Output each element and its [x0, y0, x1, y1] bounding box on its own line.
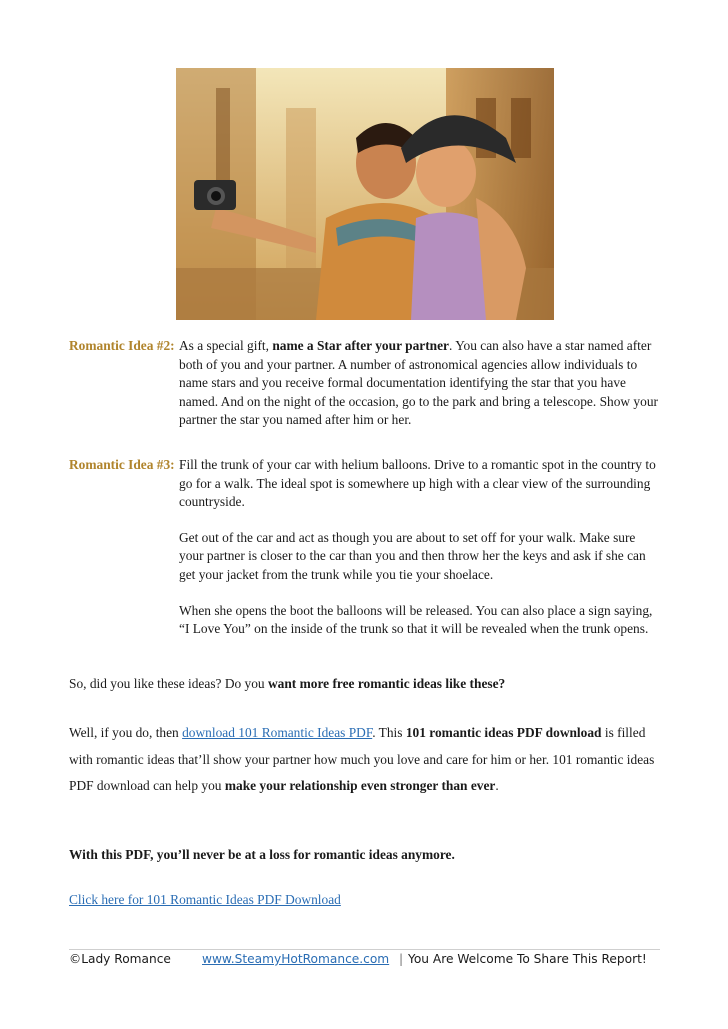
footer — [69, 952, 669, 972]
footer-share-note: You Are Welcome To Share This Report! — [408, 952, 647, 966]
idea-2-label: Romantic Idea #2: — [69, 338, 175, 353]
cta-container — [69, 891, 664, 909]
question-paragraph — [69, 675, 664, 693]
idea-3-label: Romantic Idea #3: — [69, 457, 175, 472]
idea-3-paragraph-3: When she opens the boot the balloons will be released. You can also place a sign saying, “I Love You” on the inside of the trunk so that it will be revealed when the trunk opens. — [179, 602, 653, 637]
pitch-text-b: . This — [372, 725, 406, 740]
download-pdf-link[interactable]: download 101 Romantic Ideas PDF — [182, 725, 373, 740]
pitch-highlight-a: 101 romantic ideas PDF download — [405, 725, 602, 740]
idea-2-highlight: name a Star after your partner — [272, 338, 449, 353]
footer-separator: | — [399, 952, 404, 966]
idea-2-text-rest: . You can also have a star named after both of you and your partner. A number of astronomical agencies allow individuals to name stars and you receive formal documentation identifying the star that you have named. And on the night of the occasion, go to the park and bring a telescope. Show your partner the star you named after him or her. — [179, 338, 658, 428]
question-text: So, did you like these ideas? Do you — [69, 676, 268, 691]
romantic-idea-3 — [69, 456, 659, 639]
question-highlight: want more free romantic ideas like these? — [267, 676, 506, 691]
pitch-text-a: Well, if you do, then — [69, 725, 183, 740]
pitch-text-d: . — [495, 778, 499, 793]
idea-3-paragraph-1: Fill the trunk of your car with helium balloons. Drive to a romantic spot in the country to go for a walk. The ideal spot is somewhere up high with a clear view of the surrounding countryside. — [179, 457, 656, 510]
footer-website-link[interactable]: www.SteamyHotRomance.com — [202, 952, 390, 966]
closing-line: With this PDF, you’ll never be at a loss for romantic ideas anymore. — [69, 847, 455, 862]
pitch-text-c: is filled with romantic ideas that’ll show your partner how much you love and care for him or her. 101 romantic ideas PDF download can help you — [69, 725, 655, 793]
idea-3-paragraph-2: Get out of the car and act as though you are about to set off for your walk. Make sure your partner is closer to the car than you and then throw her the keys and ask if she can get your jacket from the trunk while you tie your shoelace. — [179, 529, 646, 582]
cta-download-link[interactable]: Click here for 101 Romantic Ideas PDF Download — [69, 892, 341, 907]
pitch-paragraph — [69, 720, 664, 800]
couple-photo — [176, 68, 554, 320]
pitch-highlight-b: make your relationship even stronger than ever — [224, 778, 496, 793]
romantic-idea-2 — [69, 337, 659, 430]
idea-3-body — [179, 456, 659, 639]
footer-divider — [69, 949, 660, 950]
idea-2-body — [179, 337, 659, 430]
footer-copyright: ©Lady Romance — [69, 952, 171, 966]
idea-2-text: As a special gift, — [179, 338, 273, 353]
